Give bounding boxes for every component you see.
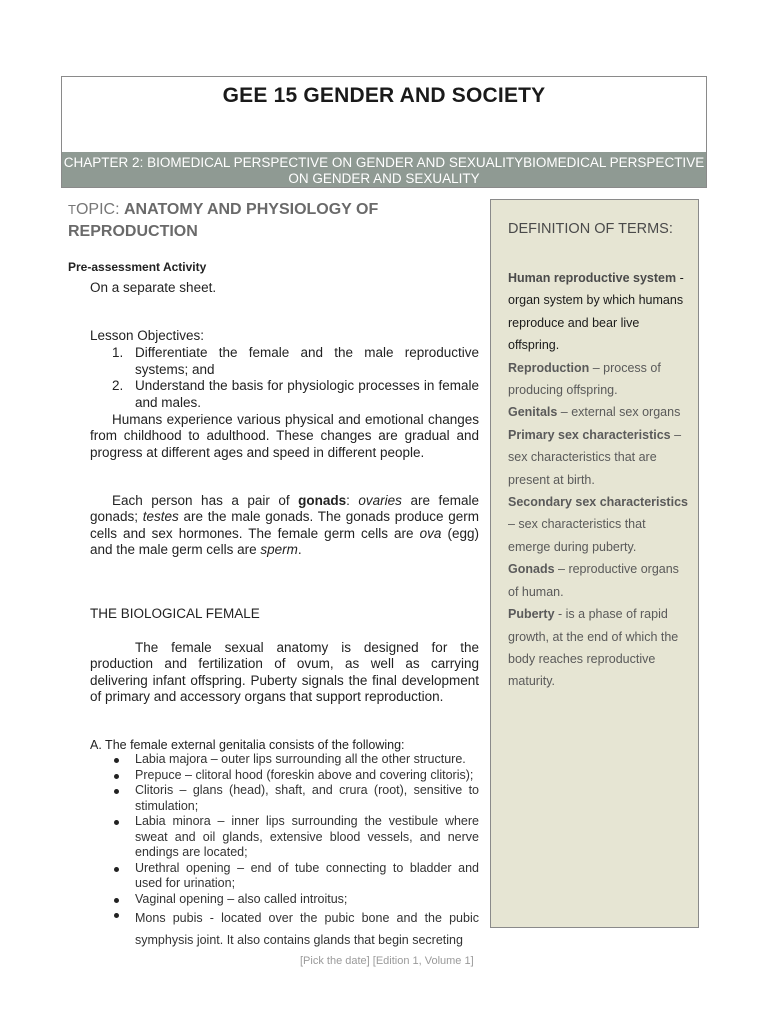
- objective-item: 2. Understand the basis for physiologic processes in female and males.: [112, 378, 479, 410]
- list-intro: A. The female external genitalia consists of the following:: [90, 738, 405, 752]
- bullet-icon: [114, 898, 119, 903]
- section-title: THE BIOLOGICAL FEMALE: [90, 606, 260, 621]
- definitions-sidebar: [490, 199, 699, 928]
- pre-assessment-text: On a separate sheet.: [90, 280, 217, 295]
- list-item: Mons pubis - located over the pubic bone and the pubic symphysis joint. It also contains glands that begin secreting: [90, 907, 479, 951]
- gonads-paragraph: Each person has a pair of gonads: ovaries are female gonads; testes are the male gonads. The gonads produce germ cells and sex hormones. The female germ cells are ova (egg) and the male germ cells are sperm.: [90, 493, 479, 557]
- list-item: Clitoris – glans (head), shaft, and crura (root), sensitive to stimulation;: [90, 783, 479, 814]
- document-title: GEE 15 GENDER AND SOCIETY: [222, 84, 546, 107]
- definition-item: Gonads – reproductive organs of human.: [508, 562, 679, 599]
- topic-prefix: TOPIC:: [68, 201, 124, 218]
- definition-item: Puberty - is a phase of rapid growth, at the end of which the body reaches reproductive maturity.: [508, 607, 679, 689]
- topic-heading: [68, 199, 468, 243]
- list-item: Urethral opening – end of tube connecting to bladder and used for urination;: [90, 861, 479, 892]
- list-item: Labia minora – inner lips surrounding the vestibule where sweat and oil glands, extensive blood vessels, and nerve endings are located;: [90, 814, 479, 861]
- bullet-icon: [114, 867, 119, 872]
- definition-item: Genitals – external sex organs: [508, 405, 681, 420]
- bullet-icon: [114, 789, 119, 794]
- list-item: Labia majora – outer lips surrounding all the other structure.: [90, 752, 479, 768]
- topic-title: ANATOMY AND PHYSIOLOGY OF REPRODUCTION: [68, 201, 379, 240]
- bullet-icon: [114, 820, 119, 825]
- definition-item: Reproduction – process of producing offspring.: [508, 360, 661, 398]
- female-intro-paragraph: The female sexual anatomy is designed for the production and fertilization of ovum, as well as carrying delivering infant offspring. Puberty signals the final development of primary and accessory organs that support reproduction.: [90, 640, 479, 704]
- list-item: Vaginal opening – also called introitus;: [90, 892, 479, 908]
- document-header: [61, 76, 707, 188]
- objective-item: 1. Differentiate the female and the male reproductive systems; and: [112, 345, 479, 377]
- objectives-heading: Lesson Objectives:: [90, 328, 205, 343]
- bullet-icon: [114, 913, 119, 918]
- definition-item: Human reproductive system - organ system by which humans reproduce and bear live offspring.: [508, 271, 684, 353]
- definitions-list: [508, 267, 688, 693]
- external-genitalia-list: [90, 752, 479, 951]
- definition-item: Primary sex characteristics – sex characteristics that are present at birth.: [508, 427, 682, 487]
- chapter-banner: CHAPTER 2: BIOMEDICAL PERSPECTIVE ON GENDER AND SEXUALITYBIOMEDICAL PERSPECTIVE ON GENDER AND SEXUALITY: [62, 152, 706, 188]
- pre-assessment-heading: Pre-assessment Activity: [68, 260, 207, 274]
- bullet-icon: [114, 774, 119, 779]
- sidebar-title: DEFINITION OF TERMS:: [508, 221, 673, 237]
- page-footer: [Pick the date] [Edition 1, Volume 1]: [300, 955, 474, 967]
- bullet-icon: [114, 758, 119, 763]
- intro-paragraph: Humans experience various physical and emotional changes from childhood to adulthood. These changes are gradual and progress at different ages and speed in different people.: [90, 412, 479, 460]
- definition-item: Secondary sex characteristics – sex characteristics that emerge during puberty.: [508, 495, 688, 554]
- list-item: Prepuce – clitoral hood (foreskin above and covering clitoris);: [90, 768, 479, 784]
- objectives-list: [90, 345, 479, 411]
